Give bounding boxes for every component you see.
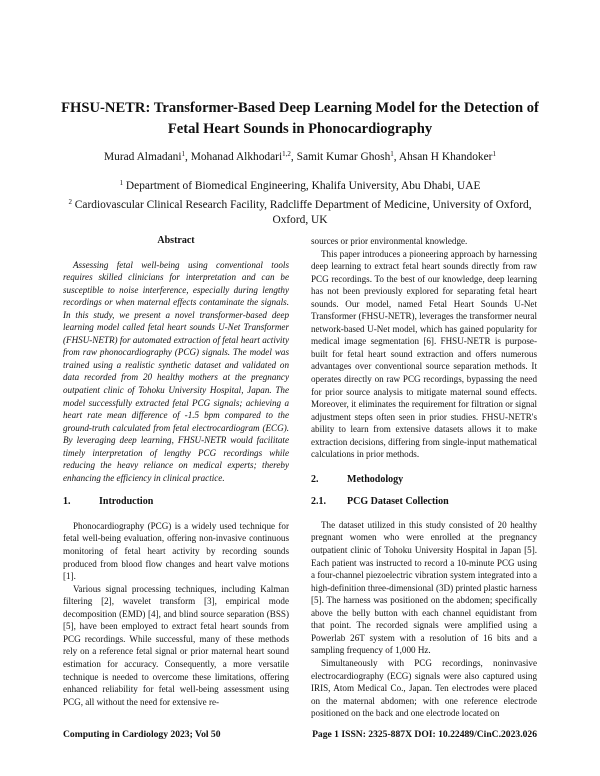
affiliation-1: $^1$ Department of Biomedical Engineering, Khalifa University, Abu Dhabi, UAE	[119, 179, 481, 192]
author-affil-sup: 1	[181, 150, 186, 158]
paper-title	[40, 98, 560, 140]
subsection-number: 2.1.	[311, 496, 326, 508]
author-affil-sup: 1	[492, 150, 496, 158]
affiliation-2: $^2$ Cardiovascular Clinical Research Facility, Radcliffe Department of Medicine, University of Oxford,	[68, 197, 532, 211]
author-name: Samit Kumar Ghosh	[296, 151, 391, 163]
section-title: Methodology	[347, 473, 404, 485]
footer-page-issn-doi: Page 1 ISSN: 2325-887X DOI: 10.22489/CinC.2023.026	[312, 729, 537, 740]
subsection-title: PCG Dataset Collection	[347, 496, 449, 508]
author-affil-sup: 1	[390, 150, 394, 158]
section-title: Introduction	[99, 496, 154, 508]
intro-paragraph-3: This paper introduces a pioneering approach by harnessing deep learning to extract fetal heart sounds directly from raw PCG recordings. To the best of our knowledge, deep learning has not been previously explored for separating fetal heart sounds. Our model, named Fetal Heart Sounds U-Net Transformer (FHSU-NETR), leverages the transformer neural network-based U-Net model, which has gained popularity for medical image segmentation [6]. FHSU-NETR is purpose-built for fetal heart sound extraction and offers numerous advantages over conventional source separation methods. It operates directly on raw PCG recordings, bypassing the need for prior source analysis to mitigate maternal sound effects. Moreover, it eliminates the requirement for filtration or signal adjustment steps often seen in prior studies. FHSU-NETR's ability to learn from extensive datasets allows it to make extraction decisions, differing from single-input mathematical calculations in prior methods.	[311, 248, 537, 460]
section-number: 2.	[311, 473, 319, 485]
intro-continued: sources or prior environmental knowledge.	[311, 236, 468, 246]
footer-journal: Computing in Cardiology 2023; Vol 50	[63, 729, 221, 740]
author-name: Mohanad Alkhodari	[190, 151, 283, 163]
author-name: Ahsan H Khandoker	[398, 151, 493, 163]
dataset-paragraph-1: The dataset utilized in this study consisted of 20 healthy pregnant women who were enrolled at the pregnancy outpatient clinic of Tohoku University Hospital in Japan [5]. Each patient was instructed to record a 10-minute PCG using a four-channel piezoelectric vibration system integrated into a high-definition three-dimensional (3D) printed plastic harness [5]. The harness was positioned on the abdomen; specifically above the belly button with each channel equidistant from that point. The recorded signals were amplified using a Powerlab 26T system with a resolution of 16 bits and a sampling frequency of 1,000 Hz.	[311, 519, 537, 656]
dataset-paragraph-2: Simultaneously with PCG recordings, noninvasive electrocardiography (ECG) signals were also captured using IRIS, Atom Medical Co., Japan. Ten electrodes were placed on the maternal abdomen; with one reference electrode positioned on the back and one electrode located on	[311, 657, 537, 719]
affiliations	[20, 176, 580, 229]
affiliation-2-cont: Oxford, UK	[272, 214, 328, 226]
left-column	[63, 235, 289, 708]
section-number: 1.	[63, 496, 71, 508]
title-line-2: Fetal Heart Sounds in Phonocardiography	[167, 121, 433, 137]
author-affil-sup: 1,2	[282, 150, 291, 158]
subsection-heading-dataset	[311, 496, 537, 509]
section-heading-introduction	[63, 496, 289, 509]
title-line-1: FHSU-NETR: Transformer-Based Deep Learning Model for the Detection of	[61, 100, 539, 116]
intro-paragraph-2: Various signal processing techniques, including Kalman filtering [2], wavelet transform [3], empirical mode decomposition (EMD) [4], and blind source separation (BSS) [5], have been employed to extract fetal heart sounds from PCG recordings. While successful, many of these methods rely on a reference fetal signal or prior maternal heart sound estimation for accuracy. Consequently, a more versatile technique is needed to overcome these limitations, offering enhanced reliability for fetal well-being assessment using PCG, all without the need for extensive re-	[63, 583, 289, 707]
author-list: Murad Almadani$^1$, Mohanad Alkhodari$^{1,2}$, Samit Kumar Ghosh$^1$, Ahsan H Khandoker$^1$	[104, 150, 496, 163]
intro-paragraph-1: Phonocardiography (PCG) is a widely used technique for fetal well-being evaluation, offering non-invasive continuous monitoring of fetal heart activity by recording sounds produced from blood flow changes and heart valve motions [1].	[63, 520, 289, 582]
abstract-text: Assessing fetal well-being using conventional tools requires skilled clinicians for interpretation and can be susceptible to noise interference, especially during lengthy recordings or when maternal effects contaminate the signals. In this study, we present a novel transformer-based deep learning model called fetal heart sounds U-Net Transformer (FHSU-NETR) for automated extraction of fetal heart activity from raw phonocardiography (PCG) signals. The model was trained using a realistic synthetic dataset and validated on data recorded from 20 healthy mothers at the pregnancy outpatient clinic of Tohoku University Hospital, Japan. The model successfully extracted fetal PCG signals; achieving a heart rate mean difference of -1.5 bpm compared to the ground-truth calculated from fetal electrocardiogram (ECG). By leveraging deep learning, FHSU-NETR would facilitate timely interpretation of lengthy PCG recordings while reducing the heavy reliance on medical experts; thereby enhancing the efficiency in clinical practice.	[63, 259, 289, 483]
abstract-heading: Abstract	[157, 235, 195, 246]
author-name: Murad Almadani	[104, 151, 182, 163]
section-heading-methodology	[311, 474, 537, 487]
right-column	[311, 235, 537, 720]
